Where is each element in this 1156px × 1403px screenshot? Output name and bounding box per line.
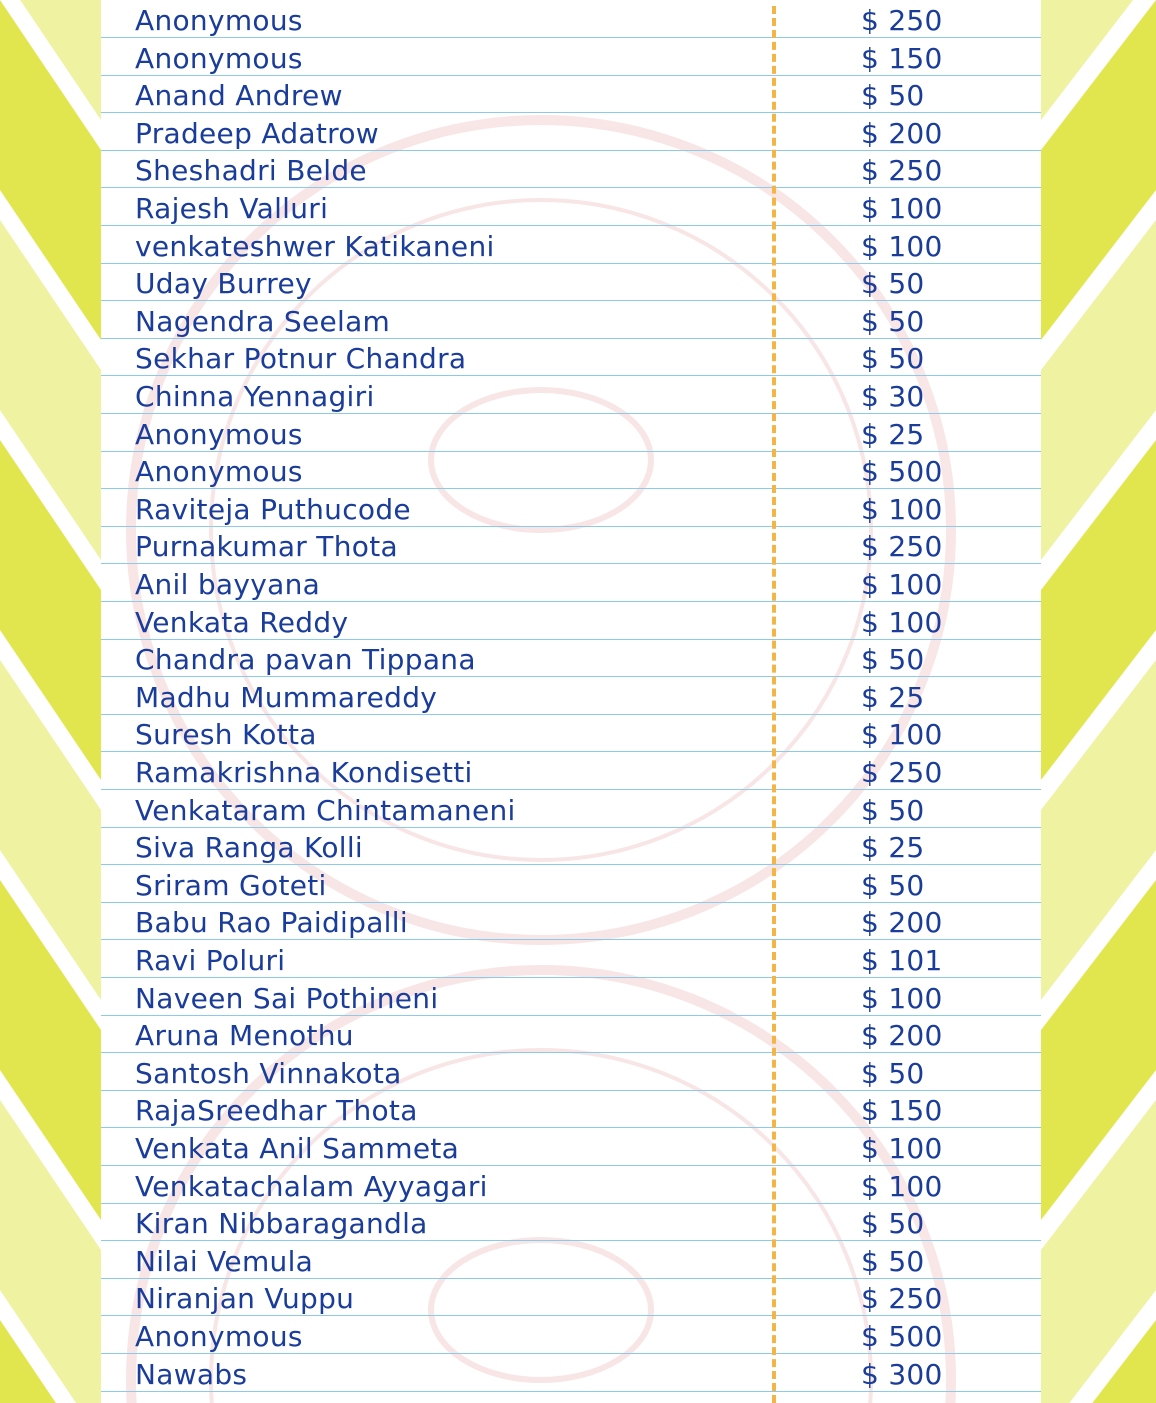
donor-name: Purnakumar Thota xyxy=(135,530,398,564)
donation-amount: $ 500 xyxy=(861,1320,943,1353)
donor-name: Kiran Nibbaragandla xyxy=(135,1207,428,1241)
donor-name: Venkatachalam Ayyagari xyxy=(135,1169,488,1203)
donor-name: Madhu Mummareddy xyxy=(135,680,438,714)
table-row xyxy=(101,753,1041,790)
table-row xyxy=(101,114,1041,151)
donation-amount: $ 100 xyxy=(861,981,943,1015)
donation-amount: $ 100 xyxy=(861,605,943,639)
donor-name: Anil bayyana xyxy=(135,568,321,601)
donation-amount: $ 25 xyxy=(861,417,925,451)
donor-name: Uday Burrey xyxy=(135,267,312,301)
donation-amount: $ 100 xyxy=(861,568,943,601)
donor-name: Santosh Vinnakota xyxy=(135,1056,402,1090)
donor-name: Siva Ranga Kolli xyxy=(135,831,363,865)
donation-amount: $ 200 xyxy=(861,906,943,940)
donation-amount: $ 100 xyxy=(861,1169,943,1203)
donation-amount: $ 50 xyxy=(861,1244,925,1278)
table-row xyxy=(101,151,1041,188)
donation-amount: $ 150 xyxy=(861,1094,943,1128)
donor-name: Nawabs xyxy=(135,1357,248,1391)
donor-name: Ravi Poluri xyxy=(135,944,286,977)
donation-amount: $ 250 xyxy=(861,756,943,789)
table-row xyxy=(101,227,1041,264)
table-row xyxy=(101,791,1041,828)
donation-amount: $ 30 xyxy=(861,380,925,413)
table-row xyxy=(101,565,1041,602)
donor-name: Chinna Yennagiri xyxy=(135,380,375,413)
table-row xyxy=(101,1129,1041,1166)
donation-amount: $ 50 xyxy=(861,304,925,338)
table-row xyxy=(101,828,1041,865)
donor-name: Aruna Menothu xyxy=(135,1019,354,1053)
donation-amount: $ 100 xyxy=(861,229,943,263)
donor-name: Anonymous xyxy=(135,455,303,489)
donor-name: Anonymous xyxy=(135,1320,303,1353)
donor-name: Pradeep Adatrow xyxy=(135,116,379,150)
donation-amount: $ 50 xyxy=(861,79,925,113)
donation-amount: $ 25 xyxy=(861,680,925,714)
donation-amount: $ 200 xyxy=(861,116,943,150)
table-row xyxy=(101,678,1041,715)
donor-name: Venkata Reddy xyxy=(135,605,349,639)
table-row xyxy=(101,1167,1041,1204)
table-row xyxy=(101,1054,1041,1091)
donor-name: Nagendra Seelam xyxy=(135,304,391,338)
donation-amount: $ 50 xyxy=(861,342,925,376)
table-row xyxy=(101,302,1041,339)
donor-name: RajaSreedhar Thota xyxy=(135,1094,418,1128)
table-row xyxy=(101,1,1041,38)
donor-name: Rajesh Valluri xyxy=(135,192,329,225)
table-row xyxy=(101,603,1041,640)
donor-name: Ramakrishna Kondisetti xyxy=(135,756,473,789)
table-row xyxy=(101,452,1041,489)
donation-amount: $ 300 xyxy=(861,1357,943,1391)
column-divider xyxy=(772,6,776,1403)
table-row xyxy=(101,39,1041,76)
donation-amount: $ 200 xyxy=(861,1019,943,1053)
donor-name: Suresh Kotta xyxy=(135,718,317,752)
donation-amount: $ 250 xyxy=(861,4,943,37)
donor-name: Anonymous xyxy=(135,417,303,451)
donation-amount: $ 50 xyxy=(861,868,925,902)
table-row xyxy=(101,979,1041,1016)
table-row xyxy=(101,1091,1041,1128)
table-row xyxy=(101,527,1041,564)
donation-amount: $ 150 xyxy=(861,41,943,75)
donor-name: Venkata Anil Sammeta xyxy=(135,1132,460,1165)
donor-name: Naveen Sai Pothineni xyxy=(135,981,439,1015)
donation-amount: $ 100 xyxy=(861,192,943,225)
donor-name: venkateshwer Katikaneni xyxy=(135,229,495,263)
donor-name: Raviteja Puthucode xyxy=(135,492,411,526)
donor-name: Sekhar Potnur Chandra xyxy=(135,342,467,376)
donor-name: Chandra pavan Tippana xyxy=(135,643,476,677)
table-row xyxy=(101,941,1041,978)
table-row xyxy=(101,264,1041,301)
table-row xyxy=(101,715,1041,752)
table-row xyxy=(101,640,1041,677)
table-row xyxy=(101,1242,1041,1279)
table-row xyxy=(101,1279,1041,1316)
donation-amount: $ 500 xyxy=(861,455,943,489)
table-row xyxy=(101,415,1041,452)
donor-name: Venkataram Chintamaneni xyxy=(135,793,516,827)
table-row xyxy=(101,377,1041,414)
donor-name: Niranjan Vuppu xyxy=(135,1282,355,1316)
donor-list-sheet xyxy=(101,0,1041,1403)
table-row xyxy=(101,490,1041,527)
donation-amount: $ 100 xyxy=(861,718,943,752)
donation-amount: $ 50 xyxy=(861,793,925,827)
donation-amount: $ 50 xyxy=(861,1207,925,1241)
donor-name: Sriram Goteti xyxy=(135,868,327,902)
table-row xyxy=(101,1317,1041,1354)
table-row xyxy=(101,339,1041,376)
donation-amount: $ 50 xyxy=(861,1056,925,1090)
table-row xyxy=(101,76,1041,113)
donor-name: Nilai Vemula xyxy=(135,1244,314,1278)
donation-amount: $ 101 xyxy=(861,944,943,977)
table-row xyxy=(101,866,1041,903)
table-row xyxy=(101,1355,1041,1392)
donor-name: Anonymous xyxy=(135,4,303,37)
donation-amount: $ 50 xyxy=(861,267,925,301)
donation-amount: $ 50 xyxy=(861,643,925,677)
table-row xyxy=(101,903,1041,940)
donation-amount: $ 100 xyxy=(861,1132,943,1165)
donation-amount: $ 25 xyxy=(861,831,925,865)
table-row xyxy=(101,1016,1041,1053)
donor-name: Sheshadri Belde xyxy=(135,154,367,188)
donation-amount: $ 100 xyxy=(861,492,943,526)
donation-amount: $ 250 xyxy=(861,154,943,188)
donor-name: Anand Andrew xyxy=(135,79,343,113)
donor-name: Anonymous xyxy=(135,41,303,75)
donation-amount: $ 250 xyxy=(861,1282,943,1316)
donor-name: Babu Rao Paidipalli xyxy=(135,906,408,940)
table-row xyxy=(101,1204,1041,1241)
donation-amount: $ 250 xyxy=(861,530,943,564)
table-row xyxy=(101,189,1041,226)
